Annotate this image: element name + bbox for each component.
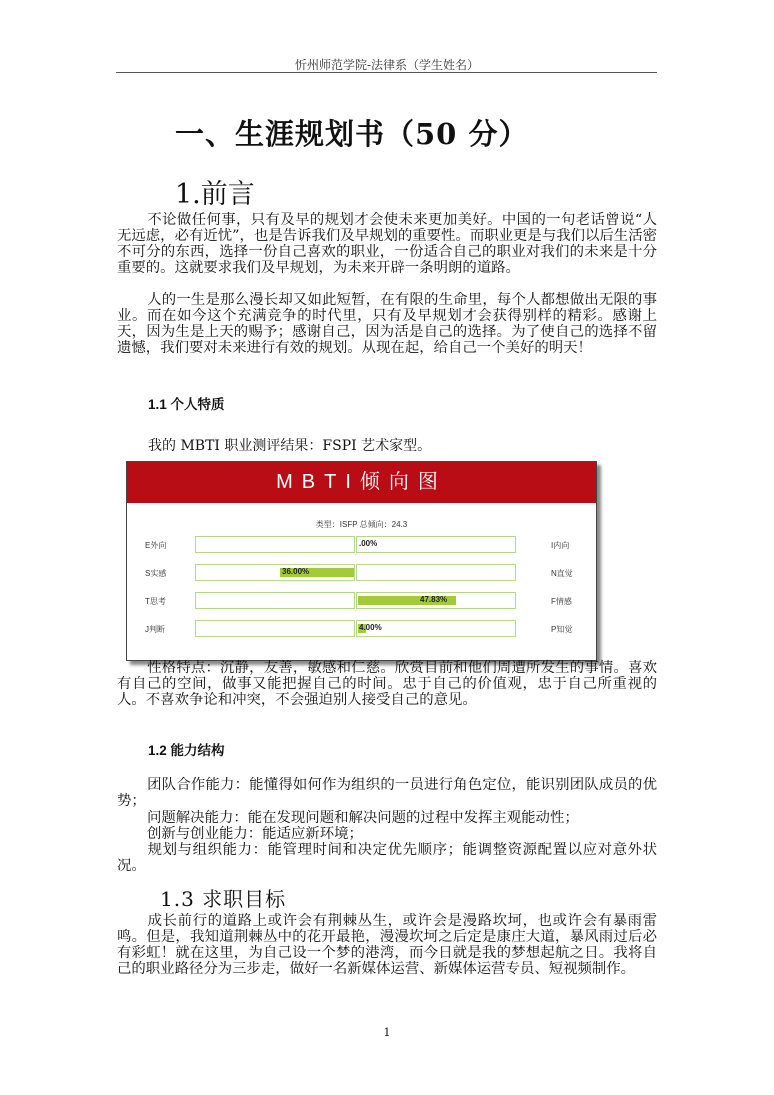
ability-innovation: 创新与创业能力：能适应新环境； bbox=[147, 826, 363, 842]
career-goal-paragraph: 成长前行的道路上或许会有荆棘丛生，或许会是漫路坎坷，也或许会有暴雨雷鸣。但是，我知道荆棘丛中的花开最艳，漫漫坎坷之后定是康庄大道，暴风雨过后必有彩虹！就在这里，为自己设一个梦的港湾，而今日就是我的梦想起航之日。我将自己的职业路径分为三步走，做好一名新媒体运营、新媒体运营专员、短视频制作。 bbox=[117, 913, 657, 977]
document-title: 一、生涯规划书（50 分） bbox=[175, 117, 529, 151]
mbti-value-label: .00% bbox=[359, 539, 378, 548]
mbti-left-label: J判断 bbox=[145, 625, 165, 634]
mbti-left-label: T思考 bbox=[145, 597, 166, 606]
mbti-track-left bbox=[195, 536, 355, 553]
section-heading-foreword: 1.前言 bbox=[175, 179, 255, 210]
mbti-left-label: S实感 bbox=[145, 569, 167, 578]
mbti-track-left bbox=[195, 620, 355, 637]
mbti-value-label: 4.00% bbox=[359, 623, 382, 632]
mbti-result-text: 我的 MBTI 职业测评结果：FSPI 艺术家型。 bbox=[148, 438, 432, 454]
personality-traits-paragraph: 性格特点：沉静，友善，敏感和仁慈。欣赏目前和他们周遭所发生的事情。喜欢有自己的空间，做事又能把握自己的时间。忠于自己的价值观，忠于自己所重视的人。不喜欢争论和冲突，不会强迫别人接受自己的意见。 bbox=[117, 660, 657, 708]
chart-title: MBTI倾向图 bbox=[127, 462, 596, 503]
ability-team: 团队合作能力：能懂得如何作为组织的一员进行角色定位，能识别团队成员的优势； bbox=[117, 777, 657, 809]
mbti-track-right bbox=[356, 536, 516, 553]
page-number: 1 bbox=[383, 1026, 391, 1039]
subheading-personal-traits: 1.1 个人特质 bbox=[148, 397, 225, 412]
header-rule bbox=[116, 72, 657, 73]
mbti-value-label: 36.00% bbox=[282, 567, 310, 576]
section-heading-career-goal: 1.3 求职目标 bbox=[160, 887, 287, 911]
chart-subtitle: 类型：ISFP 总倾向：24.3 bbox=[315, 520, 408, 529]
ability-problem-solving: 问题解决能力：能在发现问题和解决问题的过程中发挥主观能动性； bbox=[147, 810, 579, 826]
foreword-paragraph-2: 人的一生是那么漫长却又如此短暂，在有限的生命里，每个人都想做出无限的事业。而在如今这个充满竞争的时代里，只有及早规划才会获得别样的精彩。感谢上天，因为生是上天的赐予；感谢自己，因为活是自己的选择。为了使自己的选择不留遗憾，我们要对未来进行有效的规划。从现在起，给自己一个美好的明天！ bbox=[117, 292, 657, 356]
mbti-track-right bbox=[356, 564, 516, 581]
subheading-ability-structure: 1.2 能力结构 bbox=[148, 743, 225, 758]
page-header: 忻州师范学院-法律系（学生姓名） bbox=[294, 58, 480, 72]
mbti-chart bbox=[126, 461, 597, 661]
mbti-right-label: I内向 bbox=[551, 541, 570, 550]
mbti-right-label: F情感 bbox=[551, 597, 572, 606]
mbti-right-label: N直觉 bbox=[551, 569, 573, 578]
mbti-left-label: E外向 bbox=[145, 541, 167, 550]
mbti-value-label: 47.83% bbox=[420, 595, 448, 604]
mbti-track-left bbox=[195, 592, 355, 609]
ability-planning: 规划与组织能力：能管理时间和决定优先顺序；能调整资源配置以应对意外状况。 bbox=[117, 842, 657, 874]
foreword-paragraph-1: 不论做任何事，只有及早的规划才会使未来更加美好。中国的一句老话曾说“人无远虑，必有近忧”，也是告诉我们及早规划的重要性。而职业更是与我们以后生活密不可分的东西，选择一份自己喜欢的职业，一份适合自己的职业对我们的未来是十分重要的。这就要求我们及早规划，为未来开辟一条明朗的道路。 bbox=[117, 212, 657, 276]
mbti-right-label: P知觉 bbox=[551, 625, 573, 634]
